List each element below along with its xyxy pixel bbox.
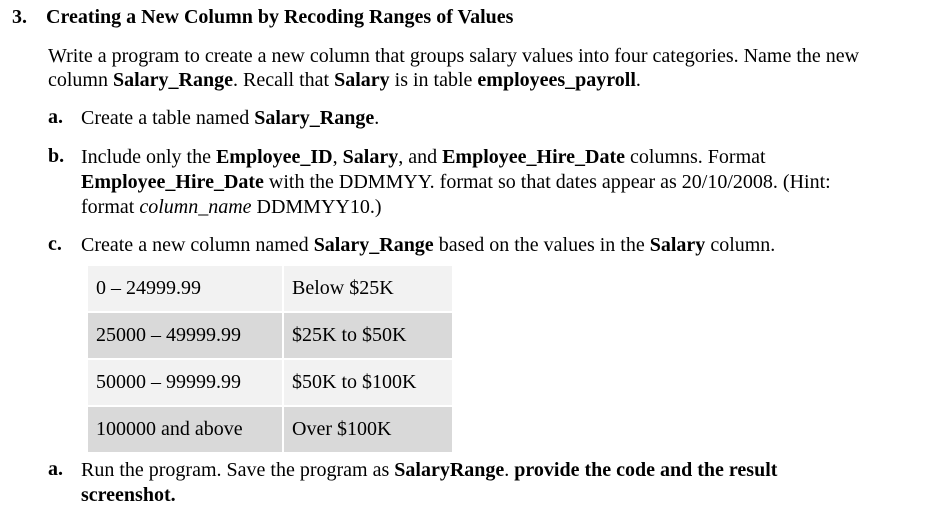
intro-bold-salary: Salary	[334, 69, 390, 91]
table-row	[87, 265, 453, 312]
item-c-bold: Salary	[649, 234, 706, 256]
item-d-line-2: screenshot.	[81, 484, 176, 506]
item-b-line-2	[81, 170, 831, 194]
range-cell: 25000 – 49999.99	[87, 312, 283, 359]
item-c-text-part: Create a new column named	[81, 234, 314, 256]
table-row	[87, 406, 453, 453]
item-d-text: .	[504, 459, 515, 481]
intro-text: .	[635, 69, 641, 91]
item-d-letter: a.	[48, 458, 63, 480]
item-b-bold: Salary	[342, 146, 399, 168]
item-b-bold: Employee_ID	[215, 146, 333, 168]
section-heading	[12, 6, 513, 29]
label-cell: Below $25K	[283, 265, 453, 312]
range-cell: 100000 and above	[87, 406, 283, 453]
item-b-text: format	[81, 196, 140, 218]
label-cell: $50K to $100K	[283, 359, 453, 406]
intro-text: . Recall that	[233, 69, 335, 91]
item-b-line-1	[81, 145, 766, 169]
item-b-text: with the DDMMYY. format so that dates appear as 20/10/2008. (Hint:	[263, 171, 831, 193]
section-title: Creating a New Column by Recoding Ranges of Values	[46, 6, 514, 28]
intro-bold-table: employees_payroll	[477, 69, 636, 91]
item-b-text: columns. Format	[625, 146, 766, 168]
item-a-text	[81, 106, 379, 130]
item-b-text: DDMMYY10.)	[251, 196, 382, 218]
intro-text: is in table	[389, 69, 478, 91]
salary-range-table	[86, 264, 454, 454]
range-cell: 0 – 24999.99	[87, 265, 283, 312]
intro-line-2	[48, 68, 641, 92]
item-b-text: ,	[332, 146, 343, 168]
table-row	[87, 312, 453, 359]
item-b-italic: column_name	[139, 196, 252, 218]
intro-bold-salary-range: Salary_Range	[113, 69, 233, 91]
item-b-line-3	[81, 195, 382, 219]
item-d-text: Run the program. Save the program as	[81, 459, 395, 481]
item-d-line-1	[81, 458, 777, 482]
item-a-letter: a.	[48, 106, 63, 128]
item-c-text-part: based on the values in the	[433, 234, 650, 256]
item-b-bold: Employee_Hire_Date	[81, 171, 264, 193]
section-number: 3.	[12, 6, 27, 28]
item-b-letter: b.	[48, 145, 65, 167]
item-b-bold: Employee_Hire_Date	[442, 146, 626, 168]
label-cell: Over $100K	[283, 406, 453, 453]
item-d-bold: provide the code and the result	[514, 459, 778, 481]
item-a-prefix: Create a table named	[81, 107, 255, 129]
item-c-letter: c.	[48, 233, 62, 255]
item-b-text: , and	[398, 146, 443, 168]
intro-line-1: Write a program to create a new column that groups salary values into four categories. Name the new	[48, 45, 860, 67]
item-b-text: Include only the	[81, 146, 216, 168]
item-c-text-part: column.	[705, 234, 776, 256]
label-cell: $25K to $50K	[283, 312, 453, 359]
item-d-bold: SalaryRange	[394, 459, 505, 481]
table-row	[87, 359, 453, 406]
item-c-text	[81, 233, 775, 257]
item-c-bold: Salary_Range	[313, 234, 434, 256]
item-a-end: .	[374, 107, 380, 129]
range-cell: 50000 – 99999.99	[87, 359, 283, 406]
intro-text: column	[48, 69, 113, 91]
item-a-bold: Salary_Range	[254, 107, 375, 129]
